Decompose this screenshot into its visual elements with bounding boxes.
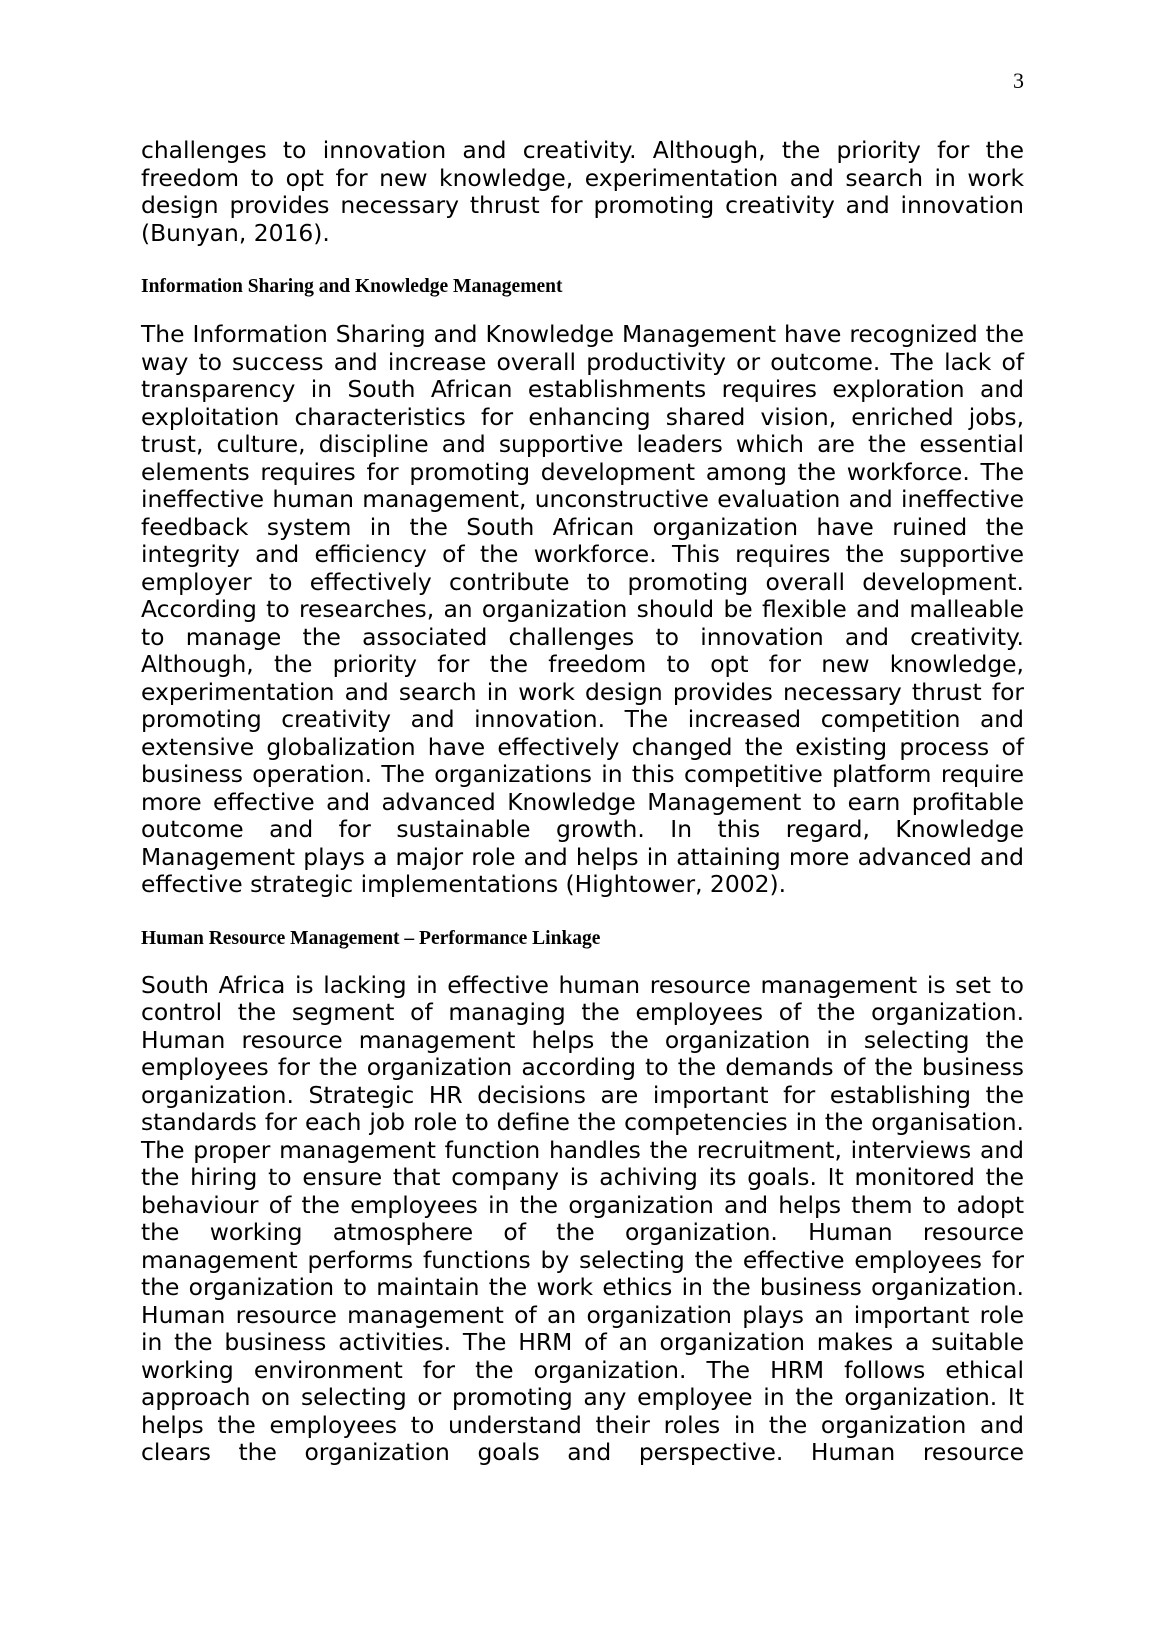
section-heading-hrm-performance: Human Resource Management – Performance Linkage — [141, 927, 601, 949]
page-number: 3 — [1013, 68, 1024, 93]
information-sharing-paragraph: The Information Sharing and Knowledge Management have recognized the way to success and increase overall productivity or outcome. The lack of transparency in South African establishments requires exploration and exploitation characteristics for enhancing shared vision, enriched jobs, trust, culture, discipline and supportive leaders which are the essential elements requires for promoting development among the workforce. The ineffective human management, unconstructive evaluation and ineffective feedback system in the South African organization have ruined the integrity and efficiency of the workforce. This requires the supportive employer to effectively contribute to promoting overall development. According to researches, an organization should be flexible and malleable to manage the associated challenges to innovation and creativity. Although, the priority for the freedom to opt for new knowledge, experimentation and search in work design provides necessary thrust for promoting creativity and innovation. The increased competition and extensive globalization have effectively changed the existing process of business operation. The organizations in this competitive platform require more effective and advanced Knowledge Management to earn profitable outcome and for sustainable growth. In this regard, Knowledge Management plays a major role and helps in attaining more advanced and effective strategic implementations (Hightower, 2002). — [141, 320, 1024, 898]
section-heading-information-sharing: Information Sharing and Knowledge Management — [141, 276, 563, 297]
intro-paragraph: challenges to innovation and creativity. Although, the priority for the freedom to opt for new knowledge, experimentation and search in work design provides necessary thrust for promoting creativity and innovation (Bunyan, 2016). — [141, 136, 1024, 247]
page-content — [141, 137, 1024, 1467]
hrm-performance-paragraph: South Africa is lacking in effective human resource management is set to control the segment of managing the employees of the organization. Human resource management helps the organization in selecting the employees for the organization according to the demands of the business organization. Strategic HR decisions are important for establishing the standards for each job role to define the competencies in the organisation. The proper management function handles the recruitment, interviews and the hiring to ensure that company is achiving its goals. It monitored the behaviour of the employees in the organization and helps them to adopt the working atmosphere of the organization. Human resource management performs functions by selecting the effective employees for the organization to maintain the work ethics in the business organization. Human resource management of an organization plays an important role in the business activities. The HRM of an organization makes a suitable working environment for the organization. The HRM follows ethical approach on selecting or promoting any employee in the organization. It helps the employees to understand their roles in the organization and clears the organization goals and perspective. Human resource — [141, 970, 1024, 1466]
